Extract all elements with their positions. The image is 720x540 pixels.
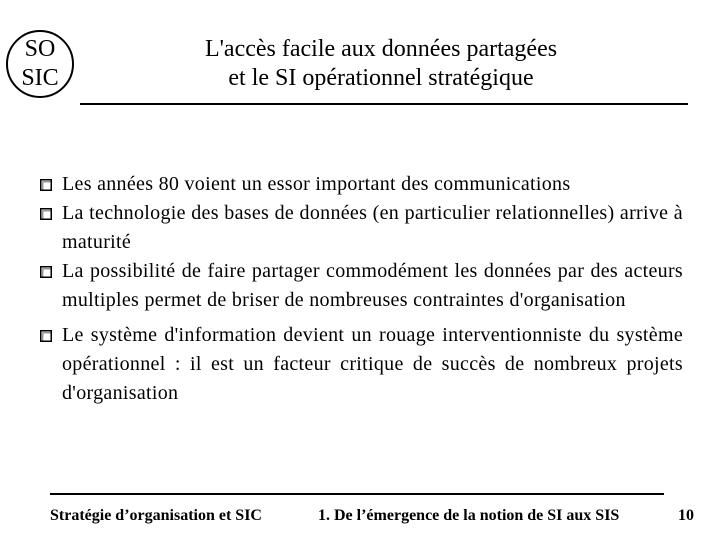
page-number: 10 <box>678 507 694 524</box>
logo <box>4 28 76 100</box>
footer-section-title: 1. De l’émergence de la notion de SI aux SIS <box>318 507 620 524</box>
footer-course-title: Stratégie d’organisation et SIC <box>50 507 262 524</box>
bullet-text: Le système d'information devient un rouage interventionniste du système opérationnel : il est un facteur critique de succès de nombreux projets d'organisation <box>62 324 683 404</box>
bullet-item <box>40 321 683 408</box>
bullet-item <box>40 257 683 315</box>
bullet-list <box>40 170 683 408</box>
bullet-text: La technologie des bases de données (en particulier relationnelles) arrive à maturité <box>62 202 683 253</box>
logo-text-so: SO <box>24 36 56 62</box>
slide-title-line-2: et le SI opérationnel stratégique <box>228 65 534 91</box>
bullet-item <box>40 199 683 257</box>
checkbox-bullet-icon <box>40 330 52 342</box>
checkbox-bullet-icon <box>40 266 52 278</box>
bullet-text: Les années 80 voient un essor important des communications <box>62 173 571 195</box>
bullet-item <box>40 170 683 199</box>
bullet-text: La possibilité de faire partager commodément les données par des acteurs multiples permet de briser de nombreuses contraintes d'organisation <box>62 260 683 311</box>
title-underline <box>80 103 688 105</box>
slide-title-line-1: L'accès facile aux données partagées <box>204 36 558 62</box>
checkbox-bullet-icon <box>40 179 52 191</box>
logo-text-sic: SIC <box>21 65 59 91</box>
slide-title <box>118 35 644 93</box>
checkbox-bullet-icon <box>40 208 52 220</box>
footer-rule <box>50 493 664 495</box>
